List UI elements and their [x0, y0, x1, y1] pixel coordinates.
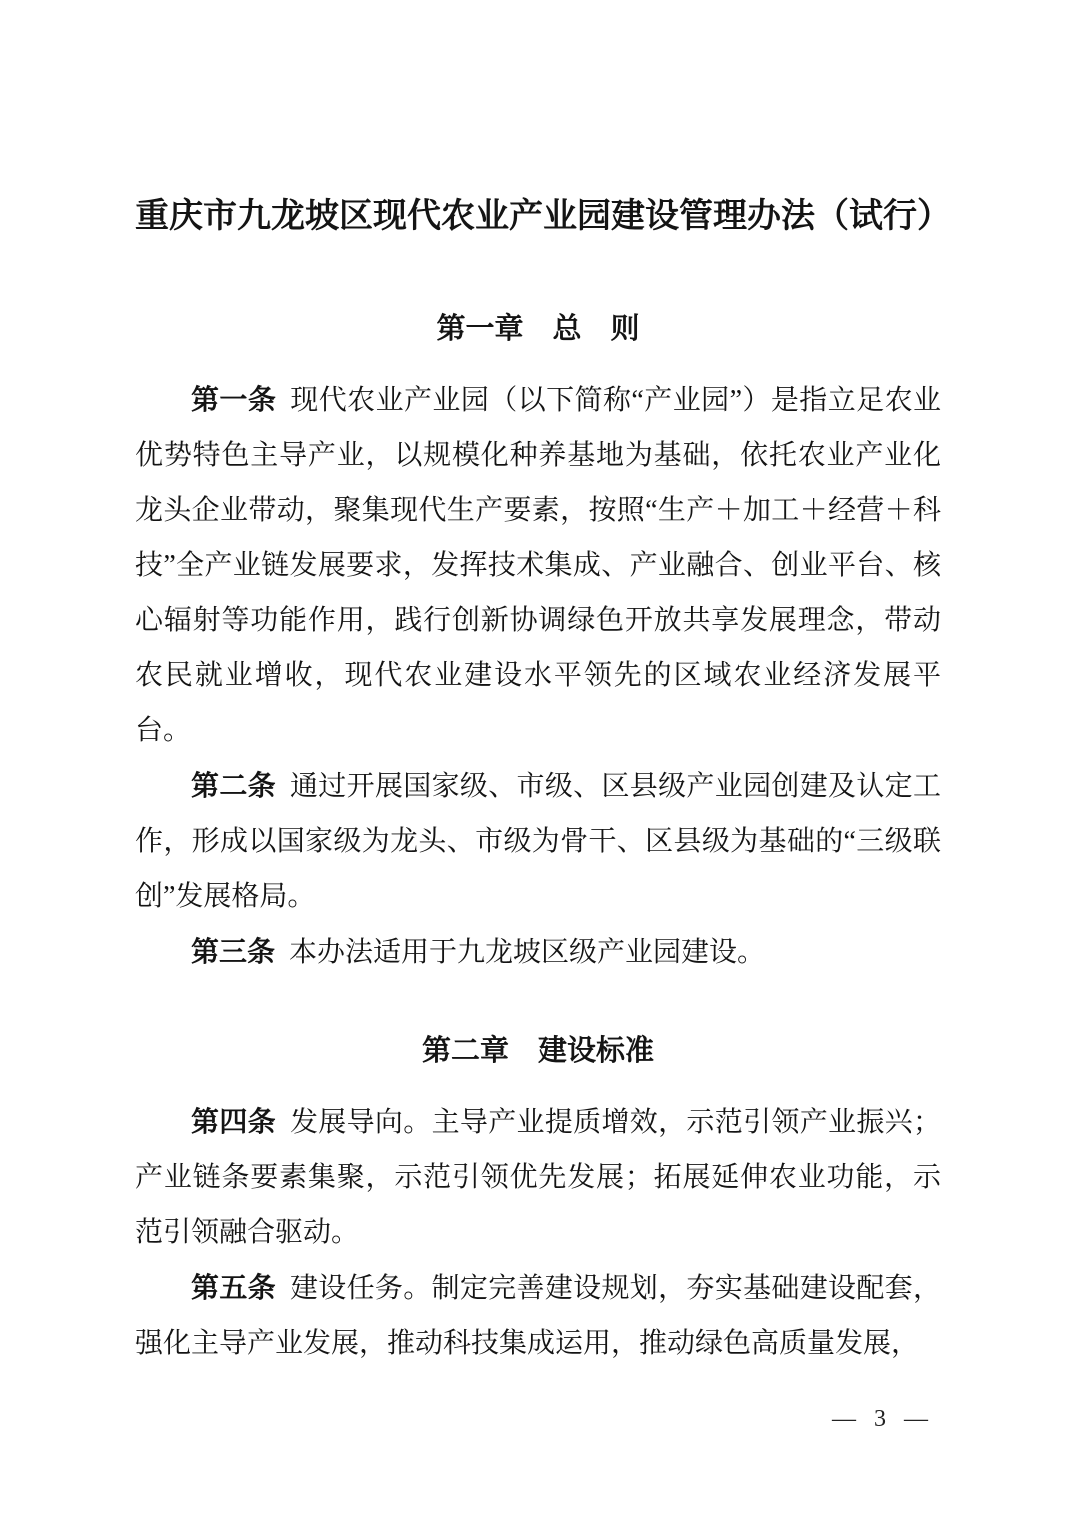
article-5-label: 第五条	[191, 1272, 276, 1303]
article-5-text: 建设任务。制定完善建设规划，夯实基础建设配套，强化主导产业发展，推动科技集成运用，推动绿色高质量发展，	[135, 1273, 941, 1359]
article-3	[135, 924, 941, 980]
document-content	[135, 0, 951, 1371]
article-2-label: 第二条	[191, 770, 276, 801]
article-5	[135, 1260, 941, 1371]
article-4	[135, 1094, 941, 1260]
article-3-label: 第三条	[191, 936, 276, 967]
page-number: — 3 —	[832, 1406, 934, 1432]
chapter-1-heading: 第一章 总 则	[436, 313, 640, 345]
article-4-label: 第四条	[191, 1106, 276, 1137]
article-1-label: 第一条	[191, 384, 277, 415]
chapter-2-heading: 第二章 建设标准	[421, 1035, 654, 1067]
article-1	[135, 372, 941, 758]
article-2	[135, 758, 941, 924]
document-title: 重庆市九龙坡区现代农业产业园建设管理办法（试行）	[135, 198, 951, 235]
article-4-text: 发展导向。主导产业提质增效，示范引领产业振兴；产业链条要素集聚，示范引领优先发展；拓展延伸农业功能，示范引领融合驱动。	[135, 1107, 941, 1248]
article-1-text: 现代农业产业园（以下简称“产业园”）是指立足农业优势特色主导产业，以规模化种养基地为基础，依托农业产业化龙头企业带动，聚集现代生产要素，按照“生产＋加工＋经营＋科技”全产业链发展要求，发挥技术集成、产业融合、创业平台、核心辐射等功能作用，践行创新协调绿色开放共享发展理念，带动农民就业增收，现代农业建设水平领先的区域农业经济发展平台。	[135, 385, 941, 746]
article-3-text: 本办法适用于九龙坡区级产业园建设。	[289, 937, 766, 968]
article-2-text: 通过开展国家级、市级、区县级产业园创建及认定工作，形成以国家级为龙头、市级为骨干、区县级为基础的“三级联创”发展格局。	[135, 771, 941, 912]
